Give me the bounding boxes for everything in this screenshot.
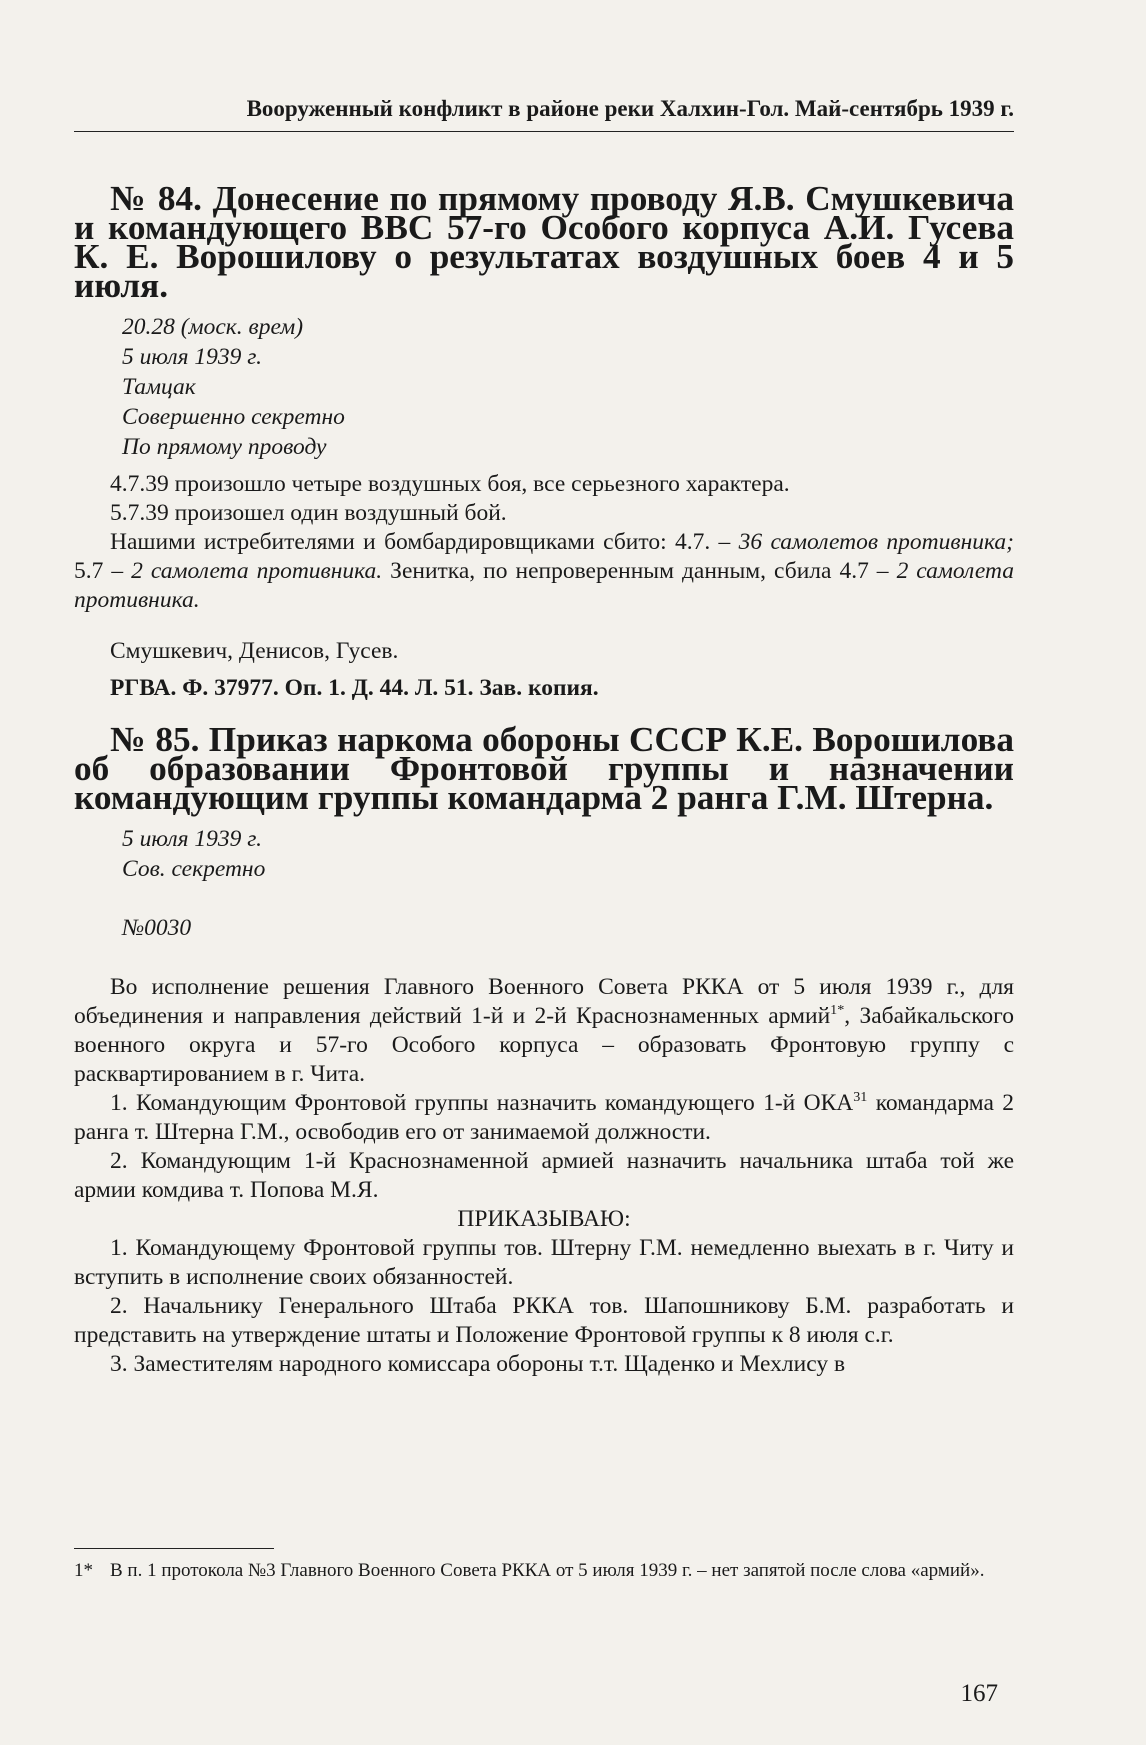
doc84-paragraph-2: 5.7.39 произошел один воздушный бой. <box>110 500 507 526</box>
doc84-paragraph-3: Нашими истребителями и бомбардировщиками сбито: 4.7. – 36 самолетов противника; 5.7 – 2 самолета противника. Зенитка, по непроверенным данным, сбила 4.7 – 2 самолета противника. <box>74 529 1015 613</box>
page-body <box>74 179 1015 1379</box>
doc85-order-2: 2. Начальнику Генерального Штаба РККА тов. Шапошникову Б.М. разработать и представить на утверждение штаты и Положение Фронтовой группы к 8 июля с.г. <box>74 1293 1014 1348</box>
doc85-order-3: 3. Заместителям народного комиссара обороны т.т. Щаденко и Мехлису в <box>110 1351 846 1377</box>
doc84-place: Тамцак <box>122 374 196 400</box>
doc85-date: 5 июля 1939 г. <box>122 826 263 852</box>
footnote <box>74 1558 1014 1583</box>
doc85-item-2: 2. Командующим 1-й Краснознаменной армией назначить начальника штаба той же армии комдива т. Попова М.Я. <box>74 1148 1014 1203</box>
doc85-order-1: 1. Командующему Фронтовой группы тов. Штерну Г.М. немедленно выехать в г. Читу и вступить в исполнение своих обязанностей. <box>74 1235 1014 1290</box>
endnote-reference: 31 <box>853 1089 868 1106</box>
header-rule <box>74 131 1014 132</box>
footnote-text: В п. 1 протокола №3 Главного Военного Совета РККА от 5 июля 1939 г. – нет запятой после слова «армий». <box>110 1560 985 1581</box>
page-number: 167 <box>960 1680 998 1707</box>
doc85-classification: Сов. секретно <box>122 856 266 882</box>
footnote-mark: 1* <box>74 1560 93 1581</box>
book-page <box>74 0 1014 1745</box>
doc84-archive-reference: РГВА. Ф. 37977. Оп. 1. Д. 44. Л. 51. Зав. копия. <box>110 675 599 701</box>
doc84-channel: По прямому проводу <box>122 434 327 460</box>
footnote-reference: 1* <box>830 1002 845 1019</box>
doc84-classification: Совершенно секретно <box>122 404 345 430</box>
order-heading: ПРИКАЗЫВАЮ: <box>457 1206 631 1232</box>
running-title: Вооруженный конфликт в районе реки Халхин-Гол. Май-сентябрь 1939 г. <box>246 96 1014 121</box>
doc84-title: № 84. Донесение по прямому проводу Я.В. Смушкевича и командующего ВВС 57-го Особого корпуса А.И. Гусева К. Е. Ворошилову о результатах воздушных боев 4 и 5 июля. <box>74 179 1014 305</box>
doc84-date: 5 июля 1939 г. <box>122 344 263 370</box>
doc85-meta <box>122 824 1014 884</box>
footnote-rule <box>74 1548 274 1549</box>
doc84-paragraph-1: 4.7.39 произошло четыре воздушных боя, все серьезного характера. <box>110 471 790 497</box>
doc85-title: № 85. Приказ наркома обороны СССР К.Е. Ворошилова об образовании Фронтовой группы и назначении командующим группы командарма 2 ранга Г.М. Штерна. <box>74 720 1014 817</box>
doc84-meta <box>122 312 1014 462</box>
doc85-paragraph-1: Во исполнение решения Главного Военного Совета РККА от 5 июля 1939 г., для объединения и направления действий 1-й и 2-й Краснознаменных армий$^{1*}$, Забайкальского военного округа и 57-го Особого корпуса – образовать Фронтовую группу с расквартированием в г. Чита. <box>74 974 1014 1087</box>
doc84-time: 20.28 (моск. врем) <box>122 314 304 340</box>
doc85-order-number: №0030 <box>122 915 192 941</box>
doc84-signature: Смушкевич, Денисов, Гусев. <box>110 638 399 664</box>
doc85-item-1: 1. Командующим Фронтовой группы назначить командующего 1-й ОКА$^{31}$ командарма 2 ранга т. Штерна Г.М., освободив его от занимаемой должности. <box>74 1089 1014 1145</box>
